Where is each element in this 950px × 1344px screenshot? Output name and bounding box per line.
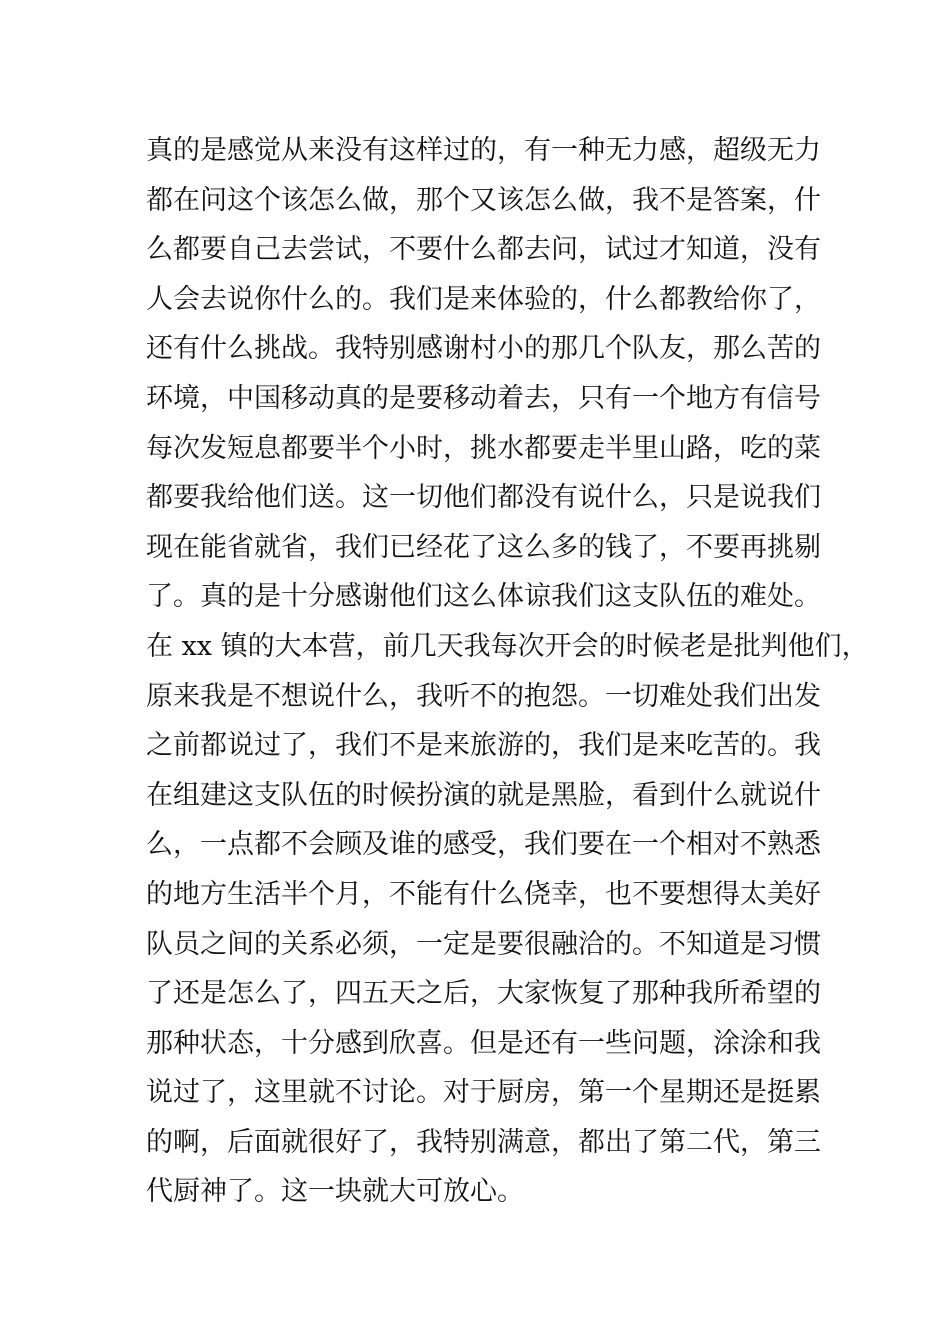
text-line: 的地方生活半个月，不能有什么侥幸，也不要想得太美好	[146, 878, 821, 910]
text-line: 在组建这支队伍的时候扮演的就是黑脸，看到什么就说什	[146, 779, 821, 811]
text-line: 人会去说你什么的。我们是来体验的，什么都教给你了，	[146, 283, 821, 315]
body-text	[146, 126, 869, 1217]
text-line: 每次发短息都要半个小时，挑水都要走半里山路，吃的菜	[146, 432, 821, 464]
text-line: 么，一点都不会顾及谁的感受，我们要在一个相对不熟悉	[146, 829, 821, 861]
text-line: 原来我是不想说什么，我听不的抱怨。一切难处我们出发	[146, 680, 821, 712]
text-line: 的啊，后面就很好了，我特别满意，都出了第二代，第三	[146, 1126, 821, 1158]
text-line: 了还是怎么了，四五天之后，大家恢复了那种我所希望的	[146, 978, 821, 1010]
text-line: 队员之间的关系必须，一定是要很融洽的。不知道是习惯	[146, 928, 821, 960]
text-line: 现在能省就省，我们已经花了这么多的钱了，不要再挑剔	[146, 531, 821, 563]
text-line: 之前都说过了，我们不是来旅游的，我们是来吃苦的。我	[146, 730, 821, 762]
text-line: 了。真的是十分感谢他们这么体谅我们这支队伍的难处。	[146, 581, 821, 613]
text-line: 代厨神了。这一块就大可放心。	[146, 1176, 524, 1208]
text-line: 都在问这个该怎么做，那个又该怎么做，我不是答案，什	[146, 184, 821, 216]
text-line: 么都要自己去尝试，不要什么都去问，试过才知道，没有	[146, 234, 821, 266]
text-line: 都要我给他们送。这一切他们都没有说什么，只是说我们	[146, 482, 821, 514]
text-line: 在 xx 镇的大本营，前几天我每次开会的时候老是批判他们，	[146, 630, 869, 662]
text-line: 真的是感觉从来没有这样过的，有一种无力感，超级无力	[146, 135, 821, 166]
text-line: 环境，中国移动真的是要移动着去，只有一个地方有信号	[146, 382, 821, 414]
text-line: 说过了，这里就不讨论。对于厨房，第一个星期还是挺累	[146, 1077, 821, 1109]
text-line: 还有什么挑战。我特别感谢村小的那几个队友，那么苦的	[146, 333, 821, 365]
text-line: 那种状态，十分感到欣喜。但是还有一些问题，涂涂和我	[146, 1027, 821, 1059]
